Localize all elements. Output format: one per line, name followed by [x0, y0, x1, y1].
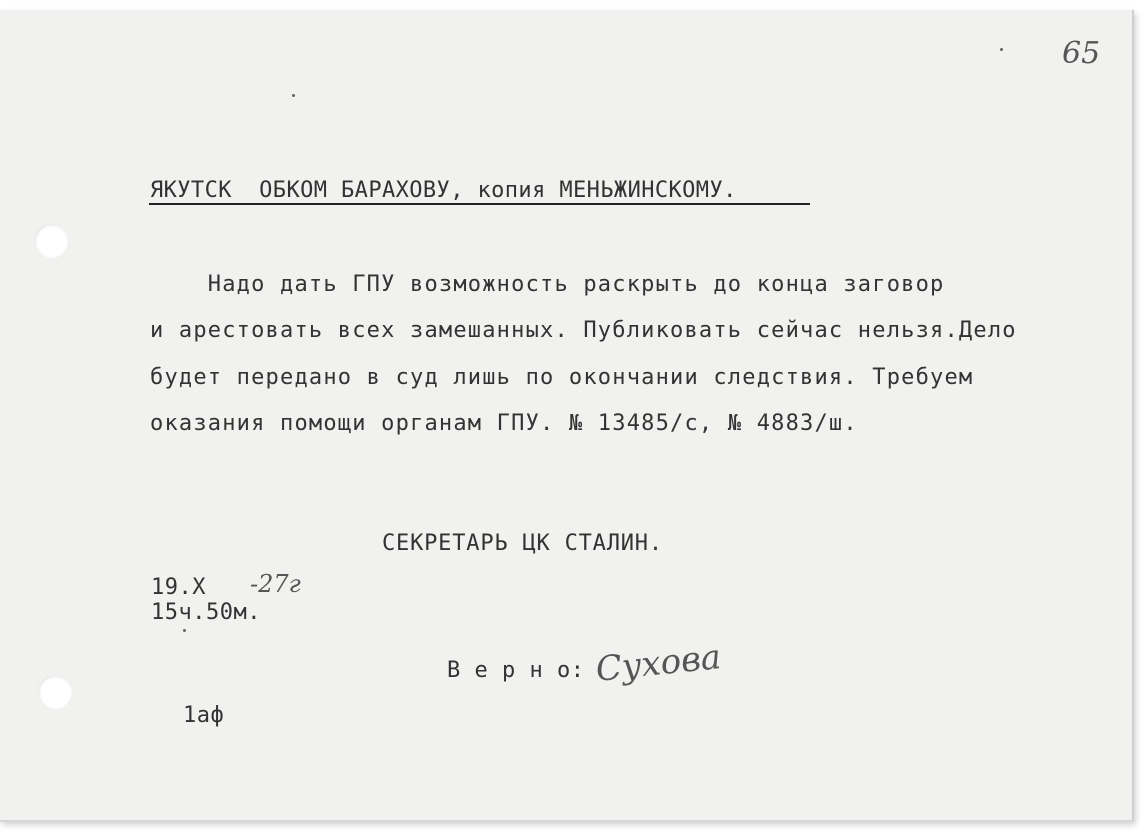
- time-typed: 15ч.50м.: [151, 600, 261, 625]
- paper-speck: [292, 94, 295, 97]
- paper-speck: [1000, 48, 1003, 51]
- body-line: Надо дать ГПУ возможность раскрыть до конца заговор: [150, 272, 945, 297]
- verification-signature: Сухова: [593, 636, 723, 690]
- date-typed: 19.Х: [151, 575, 206, 600]
- page-number: 65: [1062, 36, 1101, 71]
- addressee-line: ЯКУТСК ОБКОМ БАРАХОВУ, копия МЕНЬЖИНСКОМУ.: [150, 178, 737, 203]
- body-line: оказания помощи органам ГПУ. № 13485/с, № 4883/ш.: [150, 411, 858, 436]
- body-line: будет передано в суд лишь по окончании следствия. Требуем: [150, 365, 974, 390]
- verification-label: В е р н о:: [447, 658, 585, 683]
- date-handwritten: -27г: [250, 570, 301, 598]
- body-line: и арестовать всех замешанных. Публиковать сейчас нельзя.Дело: [150, 318, 1017, 343]
- document-page: [0, 10, 1134, 822]
- paper-speck: [183, 629, 186, 632]
- addressee-underline: [149, 203, 810, 205]
- copy-mark: 1аф: [183, 703, 225, 728]
- punch-hole-top: [34, 224, 68, 258]
- signer-line: СЕКРЕТАРЬ ЦК СТАЛИН.: [382, 531, 663, 556]
- punch-hole-bottom: [38, 675, 72, 709]
